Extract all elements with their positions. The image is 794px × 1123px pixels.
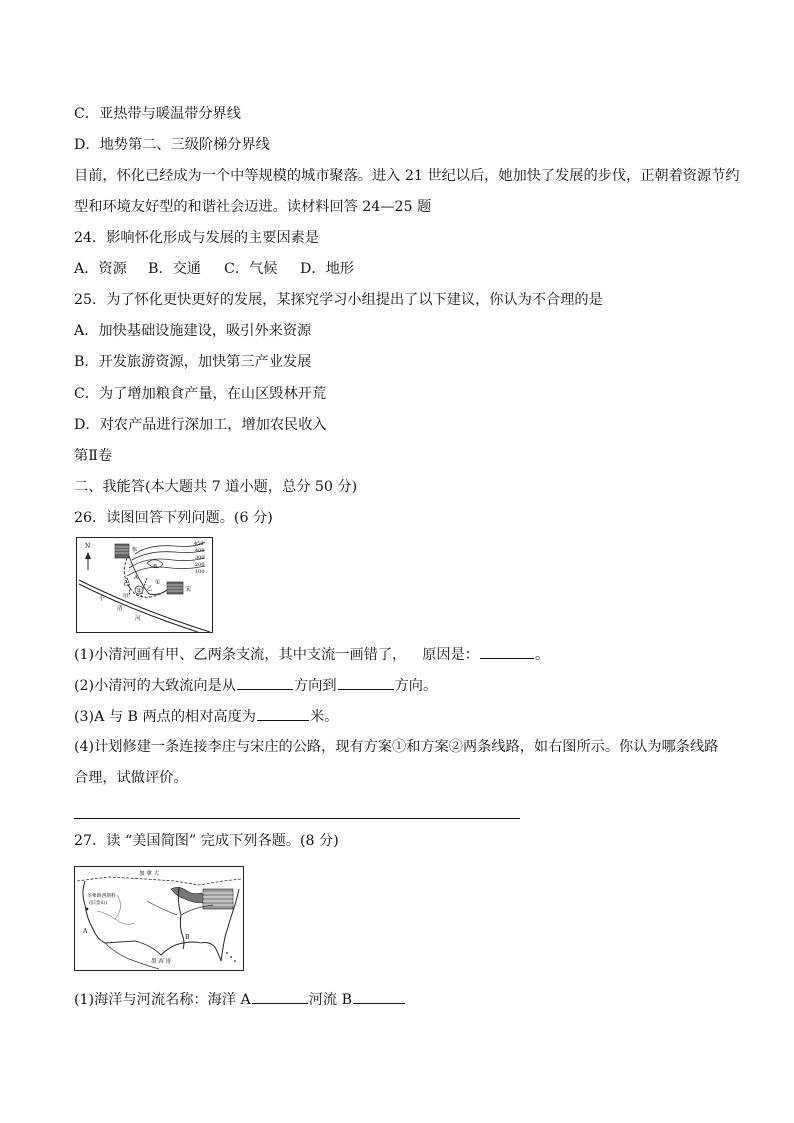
q26-answer-line[interactable] — [74, 818, 520, 819]
q26-sub2-blank-2[interactable] — [338, 675, 394, 690]
q26-sub4-line1: (4)计划修建一条连接李庄与宋庄的公路，现有方案①和方案②两条线路，如右图所示。你认为哪条线路 — [74, 739, 719, 755]
q26-sub3-text-b: 米。 — [310, 709, 339, 725]
q26-sub4-line2: 合理，试做评价。 — [74, 770, 188, 786]
usa-map-svg — [75, 867, 243, 970]
label-he: 河 — [135, 616, 141, 622]
map-north-label: N — [85, 543, 91, 550]
contour-label-top: 450 — [194, 541, 204, 547]
q26-sub3-blank[interactable] — [257, 706, 309, 721]
contour-label-300: 300 — [195, 555, 205, 561]
q27-sub1-blank-ocean[interactable] — [252, 989, 308, 1004]
q24-option-c: C．气候 — [224, 261, 278, 277]
q25-stem: 25．为了怀化更快更好的发展，某探究学习小组提出了以下建议，你认为不合理的是 — [74, 292, 603, 308]
q24-option-b: B．交通 — [148, 261, 201, 277]
q27-sub1-text-a: (1)海洋与河流名称：海洋 A — [74, 992, 251, 1008]
label-jia: 甲 — [123, 594, 129, 600]
q26-sub1 — [74, 644, 549, 665]
q27-stem: 27．读 “美国简图” 完成下列各题。(8 分) — [74, 833, 339, 849]
q27-sub1-text-b: 河流 B — [308, 992, 353, 1008]
q23-option-c: C．亚热带与暖温带分界线 — [74, 106, 241, 122]
q26-sub2-blank-1[interactable] — [237, 675, 293, 690]
label-c: C — [124, 582, 129, 588]
label-song: 宋 — [185, 586, 192, 593]
label-canada: 加 拿 大 — [139, 871, 159, 877]
q26-sub2 — [74, 675, 437, 696]
label-san-francisco: 圣弗朗西斯科 — [87, 894, 116, 899]
q26-contour-map — [76, 537, 213, 633]
volume-heading: 第Ⅱ卷 — [74, 448, 113, 464]
section-heading: 二、我能答(本大题共 7 道小题，总分 50 分) — [74, 479, 358, 495]
north-arrow-head-icon — [85, 552, 91, 559]
q24-options — [74, 259, 354, 279]
q27-usa-map — [74, 866, 244, 971]
q26-sub1-end: 。 — [535, 647, 550, 663]
label-a: A — [134, 575, 138, 581]
q24-option-d: D．地形 — [300, 261, 354, 277]
label-b: B — [153, 564, 158, 570]
contour-label-400: 400 — [195, 548, 205, 554]
q25-option-c: C．为了增加粮食产量，在山区毁林开荒 — [74, 386, 327, 402]
q25-option-a: A．加快基础设施建设，吸引外来资源 — [74, 323, 312, 339]
q27-sub1 — [74, 989, 406, 1010]
q25-option-d: D．对农产品进行深加工，增加农民收入 — [74, 417, 327, 433]
q26-stem: 26．读图回答下列问题。(6 分) — [74, 510, 273, 526]
q24-option-a: A．资源 — [74, 261, 127, 277]
label-ocean-a: A — [83, 928, 88, 935]
q23-option-d: D．地势第二、三级阶梯分界线 — [74, 137, 270, 153]
q26-sub3-text-a: (3)A 与 B 两点的相对高度为 — [74, 709, 256, 725]
label-san-francisco-alt: (旧金山) — [89, 901, 108, 906]
q26-sub2-text-b: 方向到 — [293, 678, 337, 694]
q27-sub1-blank-river[interactable] — [353, 989, 405, 1004]
contour-label-200: 200 — [195, 562, 205, 568]
q26-sub1-text: (1)小清河画有甲、乙两条支流，其中支流一画错了， — [74, 647, 407, 663]
label-river-b: B — [185, 934, 190, 941]
q25-option-b: B．开发旅游资源，加快第三产业发展 — [74, 354, 312, 370]
passage-line-2: 型和环境友好型的和谐社会迈进。读材料回答 24—25 题 — [74, 199, 432, 215]
li-village-block — [115, 544, 129, 558]
q26-sub3 — [74, 706, 338, 727]
label-route-2: ② — [136, 587, 142, 595]
label-xiao: 小 — [99, 596, 105, 602]
contour-map-svg — [77, 538, 212, 632]
label-mexico: 墨 西 哥 — [151, 959, 171, 965]
q24-stem: 24．影响怀化形成与发展的主要因素是 — [74, 230, 320, 246]
label-qing: 清 — [117, 606, 123, 612]
label-route-1: ① — [155, 579, 161, 586]
q26-sub1-blank[interactable] — [480, 644, 534, 659]
q26-sub2-text-c: 方向。 — [394, 678, 438, 694]
q26-sub1-reason: 原因是： — [422, 647, 479, 663]
passage-line-1: 目前，怀化已经成为一个中等规模的城市聚落。进入 21 世纪以后，她加快了发展的步伐，正朝着资源节约 — [74, 168, 740, 184]
contour-label-100: 100 — [195, 569, 205, 575]
q26-sub2-text-a: (2)小清河的大致流向是从 — [74, 678, 236, 694]
label-li: 李 — [131, 547, 138, 554]
label-yi: 乙 — [147, 586, 153, 592]
